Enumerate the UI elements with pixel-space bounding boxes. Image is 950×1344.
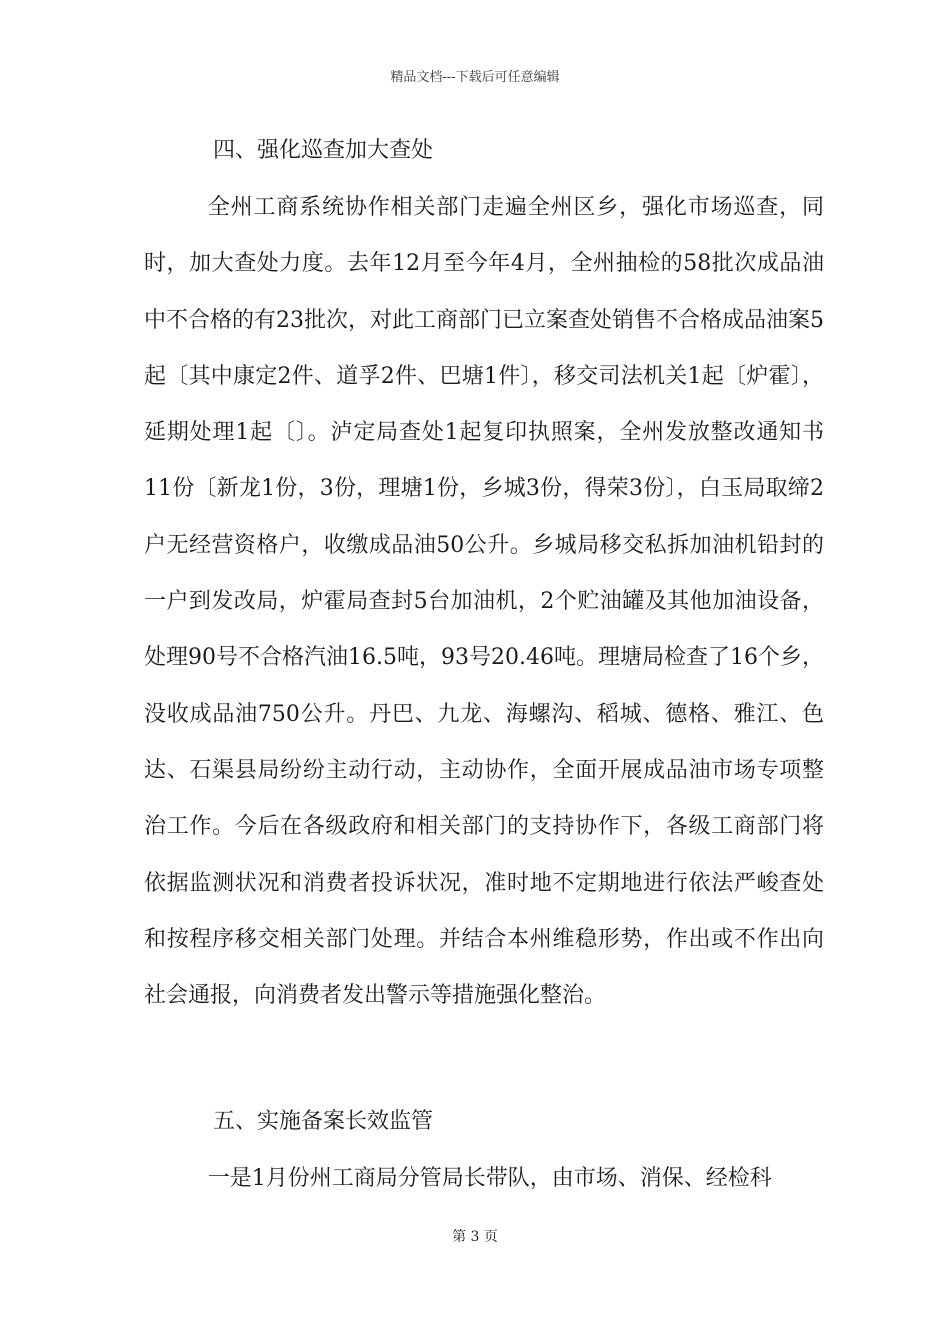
section-heading-4: 四、强化巡查加大查处 [213,138,434,163]
page-header-note: 精品文档---下载后可任意编辑 [390,70,560,85]
section-paragraph-4: 全州工商系统协作相关部门走遍全州区乡，强化市场巡查，同时，加大查处力度。去年12月至今年4月，全州抽检的58批次成品油中不合格的有23批次，对此工商部门已立案查处销售不合格成品油案5起〔其中康定2件、道孚2件、巴塘1件〕，移交司法机关1起〔炉霍〕，延期处理1起〔〕。泸定局查处1起复印执照案，全州发放整改通知书11份〔新龙1份，3份，理塘1份，乡城3份，得荣3份〕，白玉局取缔2户无经营资格户，收缴成品油50公升。乡城局移交私拆加油机铅封的一户到发改局，炉霍局查封5台加油机，2个贮油罐及其他加油设备，处理90号不合格汽油16.5吨，93号20.46吨。理塘局检查了16个乡，没收成品油750公升。丹巴、九龙、海螺沟、稻城、德格、雅江、色达、石渠县局纷纷主动行动，主动协作，全面开展成品油市场专项整治工作。今后在各级政府和相关部门的支持协作下，各级工商部门将依据监测状况和消费者投诉状况，准时地不定期地进行依法严峻查处和按程序移交相关部门处理。并结合本州维稳形势，作出或不作出向社会通报，向消费者发出警示等措施强化整治。 [144,195,824,1009]
section-paragraph-5: 一是1月份州工商局分管局长带队，由市场、消保、经检科 [207,1166,772,1191]
page-number: 第 3 页 [452,1229,498,1245]
section-heading-5: 五、实施备案长效监管 [213,1109,434,1134]
